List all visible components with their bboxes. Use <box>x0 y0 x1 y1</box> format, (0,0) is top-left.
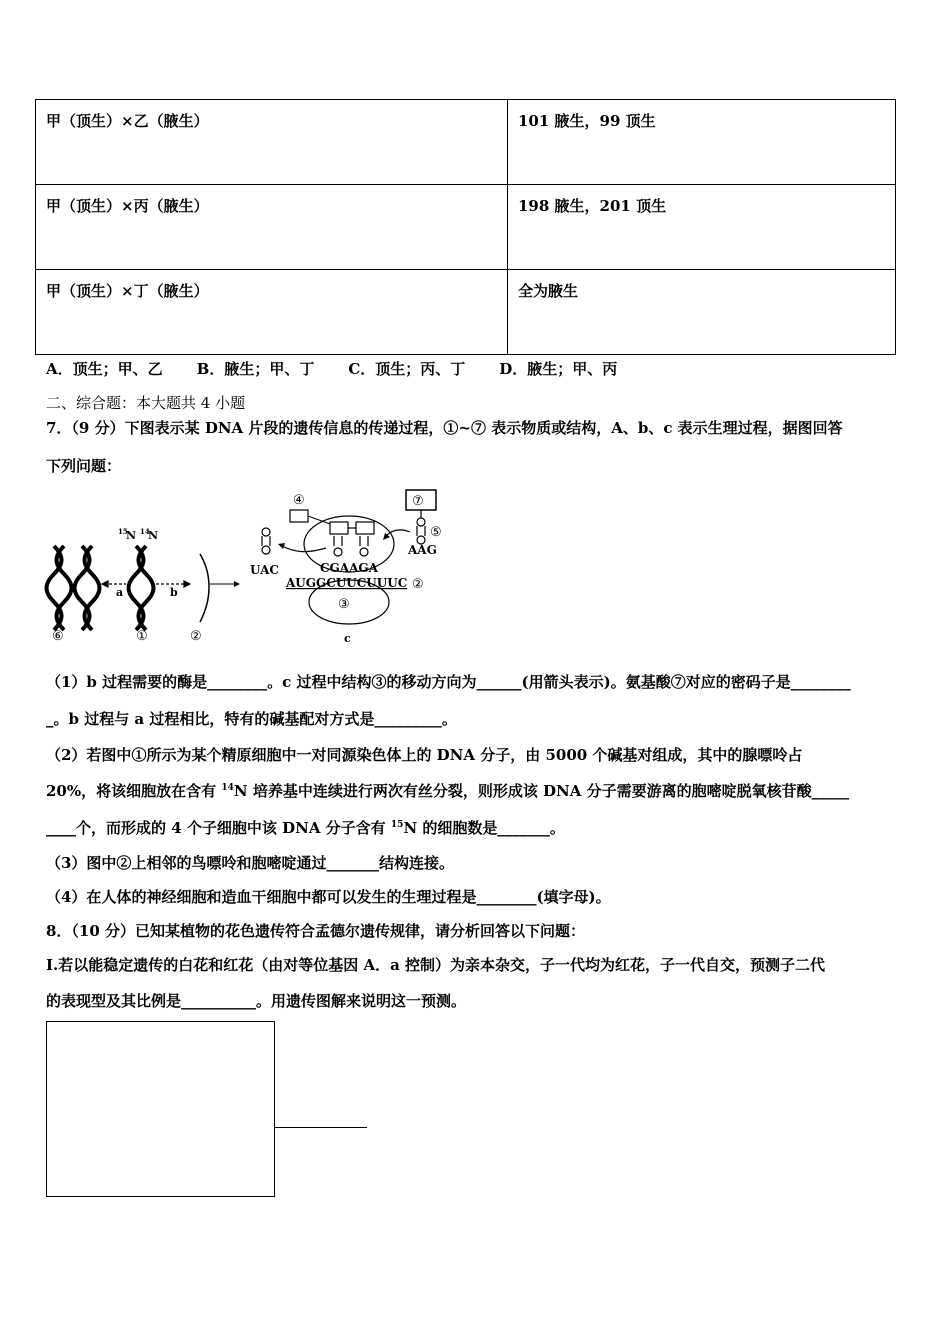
result-cell: 198 腋生，201 顶生 <box>508 185 896 270</box>
n14-sup: 14 <box>140 527 150 536</box>
q7-part3: （3）图中②上相邻的鸟嘌呤和胞嘧啶通过_______结构连接。 <box>46 854 454 872</box>
q7-part2-line1: （2）若图中①所示为某个精原细胞中一对同源染色体上的 DNA 分子，由 5000 个碱基对组成，其中的腺嘌呤占 <box>46 746 803 764</box>
answer-line <box>274 1127 367 1128</box>
n14-superscript: 14 <box>221 783 234 793</box>
trna-incoming <box>417 510 425 544</box>
n14-letter: N <box>148 529 159 542</box>
q7-part1-line2: _。b 过程与 a 过程相比，特有的碱基配对方式是_________。 <box>46 710 457 728</box>
q8-part1-line2: 的表现型及其比例是__________。用遗传图解来说明这一预测。 <box>46 992 467 1010</box>
mrna-sequence: AUGGCUUCUUUC <box>286 576 408 590</box>
q8-stem: 8．（10 分）已知某植物的花色遗传符合孟德尔遗传规律，请分析回答以下问题： <box>46 922 586 940</box>
trna-exit-arrowhead <box>278 543 285 549</box>
aag-label: AAG <box>408 543 437 557</box>
q7-part2-line3-a: ____个，而形成的 4 个子细胞中该 DNA 分子含有 <box>46 819 391 837</box>
n15-sup: 15 <box>118 527 128 536</box>
option-b[interactable]: B．腋生；甲、丁 <box>196 360 315 378</box>
mrna-strand-left <box>200 554 209 622</box>
label-a: a <box>116 586 124 599</box>
q7-part2-line3-b: N 的细胞数是_______。 <box>403 819 565 837</box>
table-row <box>36 100 896 185</box>
anticodons: CGAAGA <box>320 561 378 575</box>
uac-label: UAC <box>250 563 279 577</box>
label-c: c <box>344 632 351 644</box>
n15-letter: N <box>126 529 137 542</box>
n15-superscript: 15 <box>390 820 404 830</box>
label-7: ⑦ <box>412 494 424 509</box>
label-3: ③ <box>338 597 350 612</box>
helix-6 <box>47 546 100 630</box>
section-heading: 二、综合题：本大题共 4 小题 <box>46 394 246 412</box>
q7-stem-line2: 下列问题： <box>46 457 122 475</box>
cross-results-table <box>35 99 896 355</box>
genetic-diagram-answer-box[interactable] <box>46 1021 275 1197</box>
option-c[interactable]: C．顶生；丙、丁 <box>348 360 466 378</box>
cross-cell: 甲（顶生）×乙（腋生） <box>36 100 508 185</box>
q8-part1-line1: I.若以能稳定遗传的白花和红花（由对等位基因 A．a 控制）为亲本杂交，子一代均为红花，子一代自交，预测子二代 <box>46 956 826 974</box>
q7-stem-line1: 7．（9 分）下图表示某 DNA 片段的遗传信息的传递过程，①~⑦ 表示物质或结构，A、b、c 表示生理过程，据图回答 <box>46 419 843 437</box>
label-2-right: ② <box>412 577 424 592</box>
table-row <box>36 270 896 355</box>
cross-cell: 甲（顶生）×丁（腋生） <box>36 270 508 355</box>
helix-1 <box>129 546 154 630</box>
trna-released <box>262 528 270 554</box>
option-d[interactable]: D．腋生；甲、丙 <box>499 360 618 378</box>
option-a[interactable]: A．顶生；甲、乙 <box>46 360 163 378</box>
label-4-box <box>290 510 308 522</box>
label-4: ④ <box>293 493 305 508</box>
q7-part2-line2-b: N 培养基中连续进行两次有丝分裂，则形成该 DNA 分子需要游离的胞嘧啶脱氧核苷酸_____ <box>233 782 850 800</box>
label-1: ① <box>136 629 148 644</box>
q7-part2-line2-a: 20%，将该细胞放在含有 <box>46 782 222 800</box>
dna-transfer-diagram <box>44 484 444 644</box>
trna-group <box>330 522 374 556</box>
q6-options <box>46 359 651 379</box>
cross-cell: 甲（顶生）×丙（腋生） <box>36 185 508 270</box>
q7-part2-line2 <box>46 781 849 801</box>
label-2-left: ② <box>190 629 202 644</box>
label-6: ⑥ <box>52 629 64 644</box>
q7-part2-line3 <box>46 818 565 838</box>
label-b: b <box>170 586 178 599</box>
q7-part1-line1: （1）b 过程需要的酶是________。c 过程中结构③的移动方向为______(用箭头表示)。氨基酸⑦对应的密码子是________ <box>46 673 851 691</box>
q7-part4: （4）在人体的神经细胞和造血干细胞中都可以发生的生理过程是________(填字母)。 <box>46 888 611 906</box>
result-cell: 全为腋生 <box>508 270 896 355</box>
table-row <box>36 185 896 270</box>
arrow-c-head <box>234 581 240 587</box>
result-cell: 101 腋生，99 顶生 <box>508 100 896 185</box>
label-5: ⑤ <box>430 525 442 540</box>
